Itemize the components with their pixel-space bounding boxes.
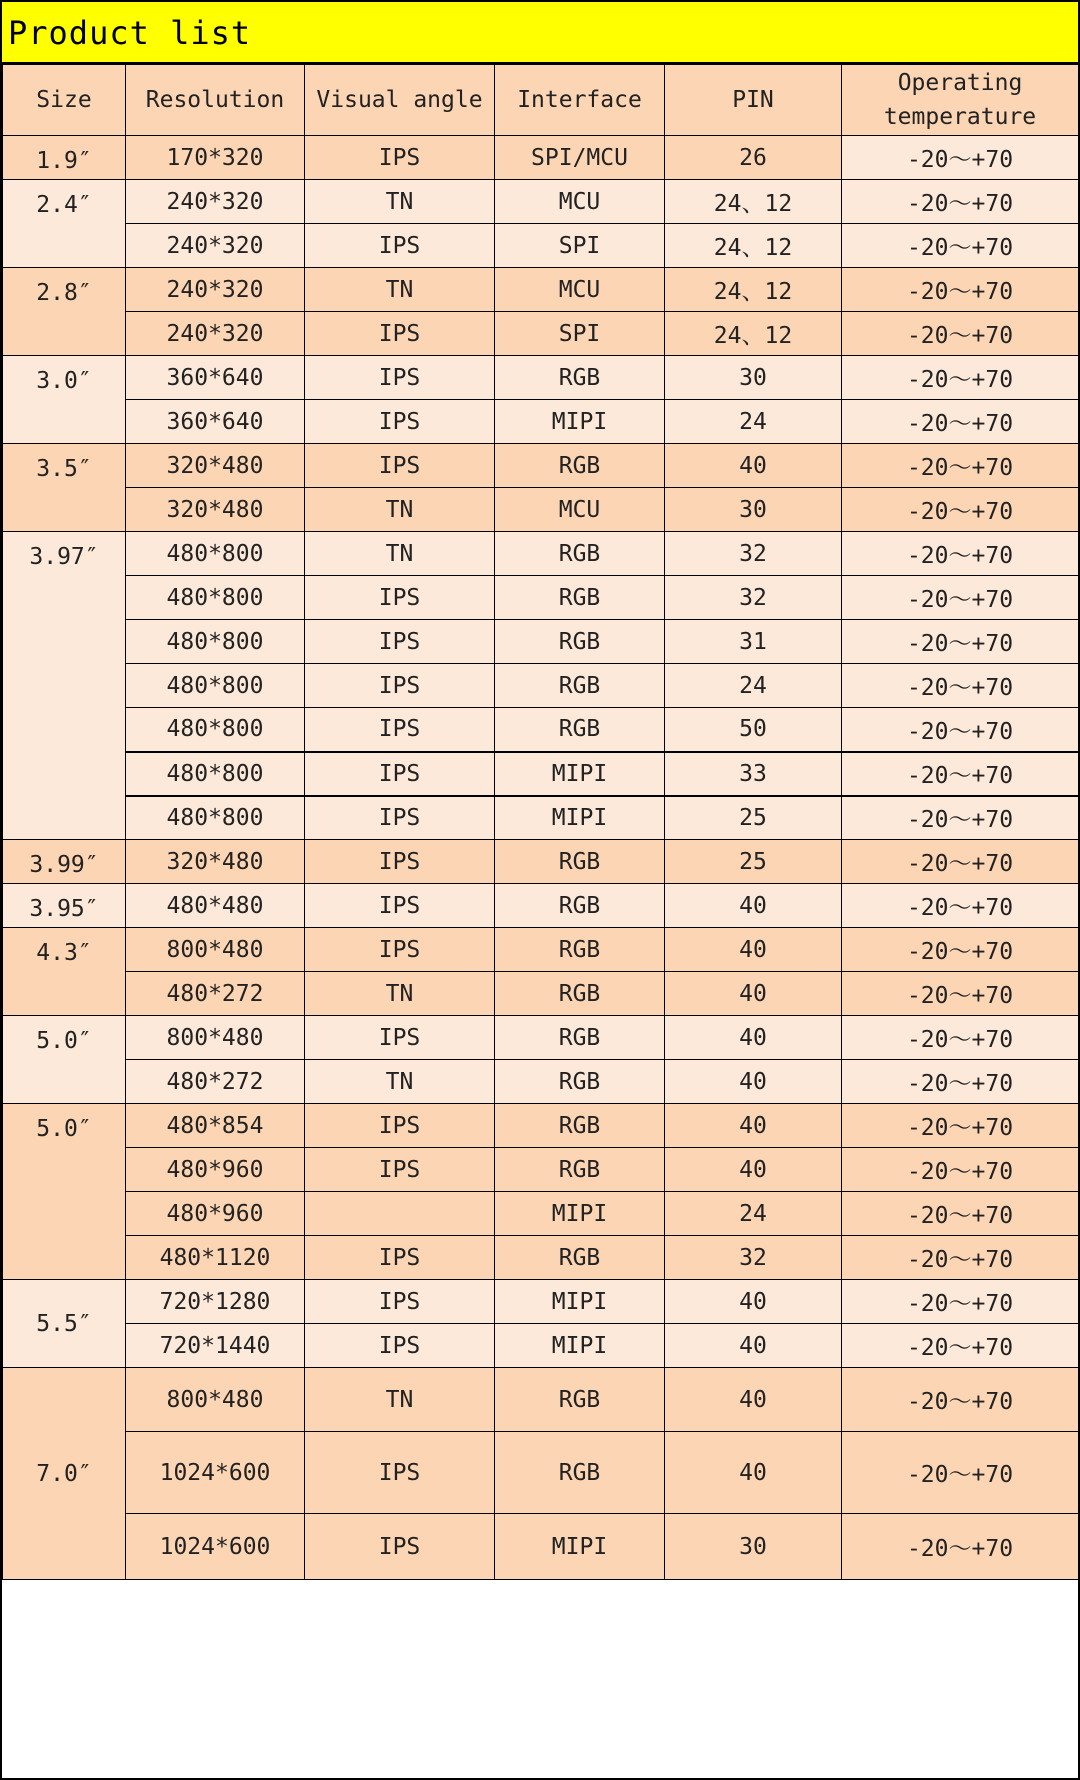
table-row <box>3 1148 1079 1192</box>
table-row <box>3 664 1079 708</box>
temperature-cell: -20～+70 <box>842 576 1079 620</box>
table-row <box>3 972 1079 1016</box>
temperature-cell: -20～+70 <box>842 1432 1079 1514</box>
pin-cell: 26 <box>665 136 842 180</box>
table-row <box>3 1060 1079 1104</box>
temperature-cell: -20～+70 <box>842 1016 1079 1060</box>
pin-cell: 24、12 <box>665 180 842 224</box>
resolution-cell: 480*800 <box>126 796 305 840</box>
interface-cell: MIPI <box>495 1514 665 1580</box>
temperature-cell: -20～+70 <box>842 620 1079 664</box>
resolution-cell: 240*320 <box>126 312 305 356</box>
table-row <box>3 576 1079 620</box>
interface-cell: SPI <box>495 224 665 268</box>
pin-cell: 40 <box>665 1104 842 1148</box>
pin-cell: 24、12 <box>665 312 842 356</box>
product-table-body <box>3 65 1079 1580</box>
temperature-cell: -20～+70 <box>842 796 1079 840</box>
resolution-cell: 480*960 <box>126 1148 305 1192</box>
size-cell: 1.9″ <box>3 136 126 180</box>
table-row <box>3 180 1079 224</box>
resolution-cell: 800*480 <box>126 1016 305 1060</box>
pin-cell: 24 <box>665 664 842 708</box>
interface-cell: SPI/MCU <box>495 136 665 180</box>
temperature-cell: -20～+70 <box>842 268 1079 312</box>
header-row <box>3 65 1079 136</box>
interface-cell: RGB <box>495 840 665 884</box>
interface-cell: RGB <box>495 1060 665 1104</box>
resolution-cell: 480*854 <box>126 1104 305 1148</box>
temperature-cell: -20～+70 <box>842 312 1079 356</box>
visual-angle-cell: TN <box>305 972 495 1016</box>
resolution-cell: 480*480 <box>126 884 305 928</box>
pin-cell: 40 <box>665 1148 842 1192</box>
table-row <box>3 444 1079 488</box>
size-cell: 3.99″ <box>3 840 126 884</box>
visual-angle-cell: IPS <box>305 796 495 840</box>
resolution-cell: 480*800 <box>126 664 305 708</box>
table-row <box>3 224 1079 268</box>
temperature-cell: -20～+70 <box>842 1514 1079 1580</box>
visual-angle-cell: TN <box>305 268 495 312</box>
size-cell: 2.4″ <box>3 180 126 268</box>
interface-cell: RGB <box>495 928 665 972</box>
table-row <box>3 620 1079 664</box>
table-row <box>3 752 1079 796</box>
visual-angle-cell: IPS <box>305 576 495 620</box>
interface-cell: RGB <box>495 708 665 752</box>
size-cell: 4.3″ <box>3 928 126 1016</box>
visual-angle-cell: IPS <box>305 136 495 180</box>
size-cell: 5.5″ <box>3 1280 126 1368</box>
interface-cell: RGB <box>495 664 665 708</box>
visual-angle-cell: IPS <box>305 444 495 488</box>
pin-cell: 40 <box>665 1016 842 1060</box>
table-row <box>3 928 1079 972</box>
interface-cell: MCU <box>495 268 665 312</box>
visual-angle-cell: IPS <box>305 1324 495 1368</box>
table-row <box>3 1236 1079 1280</box>
interface-cell: RGB <box>495 576 665 620</box>
size-cell: 3.97″ <box>3 532 126 840</box>
interface-cell: SPI <box>495 312 665 356</box>
resolution-cell: 360*640 <box>126 400 305 444</box>
table-row <box>3 1104 1079 1148</box>
visual-angle-cell: TN <box>305 1060 495 1104</box>
pin-cell: 31 <box>665 620 842 664</box>
interface-cell: RGB <box>495 1368 665 1432</box>
pin-cell: 33 <box>665 752 842 796</box>
resolution-cell: 480*800 <box>126 620 305 664</box>
size-cell: 3.5″ <box>3 444 126 532</box>
pin-cell: 40 <box>665 1280 842 1324</box>
size-cell: 7.0″ <box>3 1368 126 1580</box>
visual-angle-cell: TN <box>305 532 495 576</box>
pin-cell: 40 <box>665 1324 842 1368</box>
temperature-cell: -20～+70 <box>842 1324 1079 1368</box>
visual-angle-cell: TN <box>305 1368 495 1432</box>
table-row <box>3 840 1079 884</box>
visual-angle-cell: IPS <box>305 1514 495 1580</box>
temperature-cell: -20～+70 <box>842 400 1079 444</box>
temperature-cell: -20～+70 <box>842 840 1079 884</box>
visual-angle-cell: IPS <box>305 884 495 928</box>
resolution-cell: 720*1440 <box>126 1324 305 1368</box>
visual-angle-cell: IPS <box>305 840 495 884</box>
resolution-cell: 480*272 <box>126 1060 305 1104</box>
resolution-cell: 480*800 <box>126 708 305 752</box>
interface-cell: MIPI <box>495 1324 665 1368</box>
resolution-cell: 480*800 <box>126 532 305 576</box>
temperature-cell: -20～+70 <box>842 1104 1079 1148</box>
pin-cell: 40 <box>665 1432 842 1514</box>
visual-angle-cell: IPS <box>305 1016 495 1060</box>
temperature-cell: -20～+70 <box>842 752 1079 796</box>
pin-cell: 25 <box>665 796 842 840</box>
interface-cell: MIPI <box>495 400 665 444</box>
interface-cell: MIPI <box>495 796 665 840</box>
interface-cell: RGB <box>495 972 665 1016</box>
resolution-cell: 480*800 <box>126 752 305 796</box>
resolution-cell: 320*480 <box>126 444 305 488</box>
table-row <box>3 356 1079 400</box>
interface-cell: RGB <box>495 356 665 400</box>
resolution-cell: 480*960 <box>126 1192 305 1236</box>
temperature-cell: -20～+70 <box>842 356 1079 400</box>
resolution-cell: 320*480 <box>126 488 305 532</box>
resolution-cell: 480*272 <box>126 972 305 1016</box>
temperature-cell: -20～+70 <box>842 444 1079 488</box>
pin-cell: 24、12 <box>665 268 842 312</box>
interface-cell: MIPI <box>495 752 665 796</box>
pin-cell: 30 <box>665 1514 842 1580</box>
size-cell: 3.95″ <box>3 884 126 928</box>
resolution-cell: 240*320 <box>126 268 305 312</box>
visual-angle-cell: IPS <box>305 1280 495 1324</box>
interface-cell: RGB <box>495 1236 665 1280</box>
size-cell: 3.0″ <box>3 356 126 444</box>
header-interface: Interface <box>495 65 665 136</box>
temperature-cell: -20～+70 <box>842 180 1079 224</box>
visual-angle-cell: IPS <box>305 1236 495 1280</box>
table-row <box>3 1016 1079 1060</box>
temperature-cell: -20～+70 <box>842 136 1079 180</box>
temperature-cell: -20～+70 <box>842 708 1079 752</box>
interface-cell: RGB <box>495 620 665 664</box>
resolution-cell: 720*1280 <box>126 1280 305 1324</box>
table-row <box>3 708 1079 752</box>
temperature-cell: -20～+70 <box>842 1148 1079 1192</box>
pin-cell: 50 <box>665 708 842 752</box>
size-cell: 5.0″ <box>3 1016 126 1104</box>
pin-cell: 40 <box>665 1060 842 1104</box>
pin-cell: 40 <box>665 928 842 972</box>
table-row <box>3 796 1079 840</box>
interface-cell: MIPI <box>495 1192 665 1236</box>
visual-angle-cell: IPS <box>305 664 495 708</box>
temperature-cell: -20～+70 <box>842 532 1079 576</box>
temperature-cell: -20～+70 <box>842 664 1079 708</box>
page-title: Product list <box>2 2 1078 64</box>
resolution-cell: 800*480 <box>126 928 305 972</box>
interface-cell: RGB <box>495 1148 665 1192</box>
table-row <box>3 136 1079 180</box>
interface-cell: RGB <box>495 532 665 576</box>
temperature-cell: -20～+70 <box>842 488 1079 532</box>
pin-cell: 32 <box>665 1236 842 1280</box>
resolution-cell: 170*320 <box>126 136 305 180</box>
temperature-cell: -20～+70 <box>842 1368 1079 1432</box>
pin-cell: 24、12 <box>665 224 842 268</box>
temperature-cell: -20～+70 <box>842 1192 1079 1236</box>
header-size: Size <box>3 65 126 136</box>
pin-cell: 40 <box>665 972 842 1016</box>
visual-angle-cell: IPS <box>305 1432 495 1514</box>
pin-cell: 40 <box>665 1368 842 1432</box>
temperature-cell: -20～+70 <box>842 884 1079 928</box>
interface-cell: RGB <box>495 884 665 928</box>
table-row <box>3 884 1079 928</box>
visual-angle-cell: TN <box>305 180 495 224</box>
resolution-cell: 800*480 <box>126 1368 305 1432</box>
product-table <box>2 64 1079 1580</box>
table-row <box>3 1280 1079 1324</box>
table-row <box>3 532 1079 576</box>
pin-cell: 30 <box>665 488 842 532</box>
pin-cell: 30 <box>665 356 842 400</box>
visual-angle-cell: IPS <box>305 312 495 356</box>
visual-angle-cell: IPS <box>305 400 495 444</box>
pin-cell: 24 <box>665 1192 842 1236</box>
table-row <box>3 1324 1079 1368</box>
visual-angle-cell: IPS <box>305 356 495 400</box>
pin-cell: 24 <box>665 400 842 444</box>
resolution-cell: 360*640 <box>126 356 305 400</box>
visual-angle-cell: IPS <box>305 224 495 268</box>
temperature-cell: -20～+70 <box>842 972 1079 1016</box>
size-cell: 5.0″ <box>3 1104 126 1280</box>
resolution-cell: 1024*600 <box>126 1514 305 1580</box>
pin-cell: 32 <box>665 576 842 620</box>
table-row <box>3 488 1079 532</box>
visual-angle-cell: IPS <box>305 1148 495 1192</box>
interface-cell: RGB <box>495 1104 665 1148</box>
visual-angle-cell: IPS <box>305 752 495 796</box>
visual-angle-cell <box>305 1192 495 1236</box>
resolution-cell: 240*320 <box>126 224 305 268</box>
interface-cell: MCU <box>495 180 665 224</box>
pin-cell: 40 <box>665 444 842 488</box>
visual-angle-cell: IPS <box>305 620 495 664</box>
resolution-cell: 1024*600 <box>126 1432 305 1514</box>
visual-angle-cell: IPS <box>305 708 495 752</box>
table-row <box>3 1432 1079 1514</box>
header-visual-angle: Visual angle <box>305 65 495 136</box>
header-resolution: Resolution <box>126 65 305 136</box>
interface-cell: RGB <box>495 444 665 488</box>
table-row <box>3 400 1079 444</box>
interface-cell: RGB <box>495 1432 665 1514</box>
table-row <box>3 1514 1079 1580</box>
interface-cell: MCU <box>495 488 665 532</box>
size-cell: 2.8″ <box>3 268 126 356</box>
header-operating-temperature: Operating temperature <box>842 65 1079 136</box>
temperature-cell: -20～+70 <box>842 1280 1079 1324</box>
table-row <box>3 1368 1079 1432</box>
temperature-cell: -20～+70 <box>842 1236 1079 1280</box>
table-row <box>3 268 1079 312</box>
temperature-cell: -20～+70 <box>842 224 1079 268</box>
pin-cell: 32 <box>665 532 842 576</box>
resolution-cell: 240*320 <box>126 180 305 224</box>
interface-cell: RGB <box>495 1016 665 1060</box>
temperature-cell: -20～+70 <box>842 1060 1079 1104</box>
table-row <box>3 1192 1079 1236</box>
pin-cell: 25 <box>665 840 842 884</box>
interface-cell: MIPI <box>495 1280 665 1324</box>
resolution-cell: 480*1120 <box>126 1236 305 1280</box>
header-pin: PIN <box>665 65 842 136</box>
resolution-cell: 480*800 <box>126 576 305 620</box>
visual-angle-cell: IPS <box>305 928 495 972</box>
resolution-cell: 320*480 <box>126 840 305 884</box>
pin-cell: 40 <box>665 884 842 928</box>
visual-angle-cell: TN <box>305 488 495 532</box>
temperature-cell: -20～+70 <box>842 928 1079 972</box>
visual-angle-cell: IPS <box>305 1104 495 1148</box>
table-row <box>3 312 1079 356</box>
